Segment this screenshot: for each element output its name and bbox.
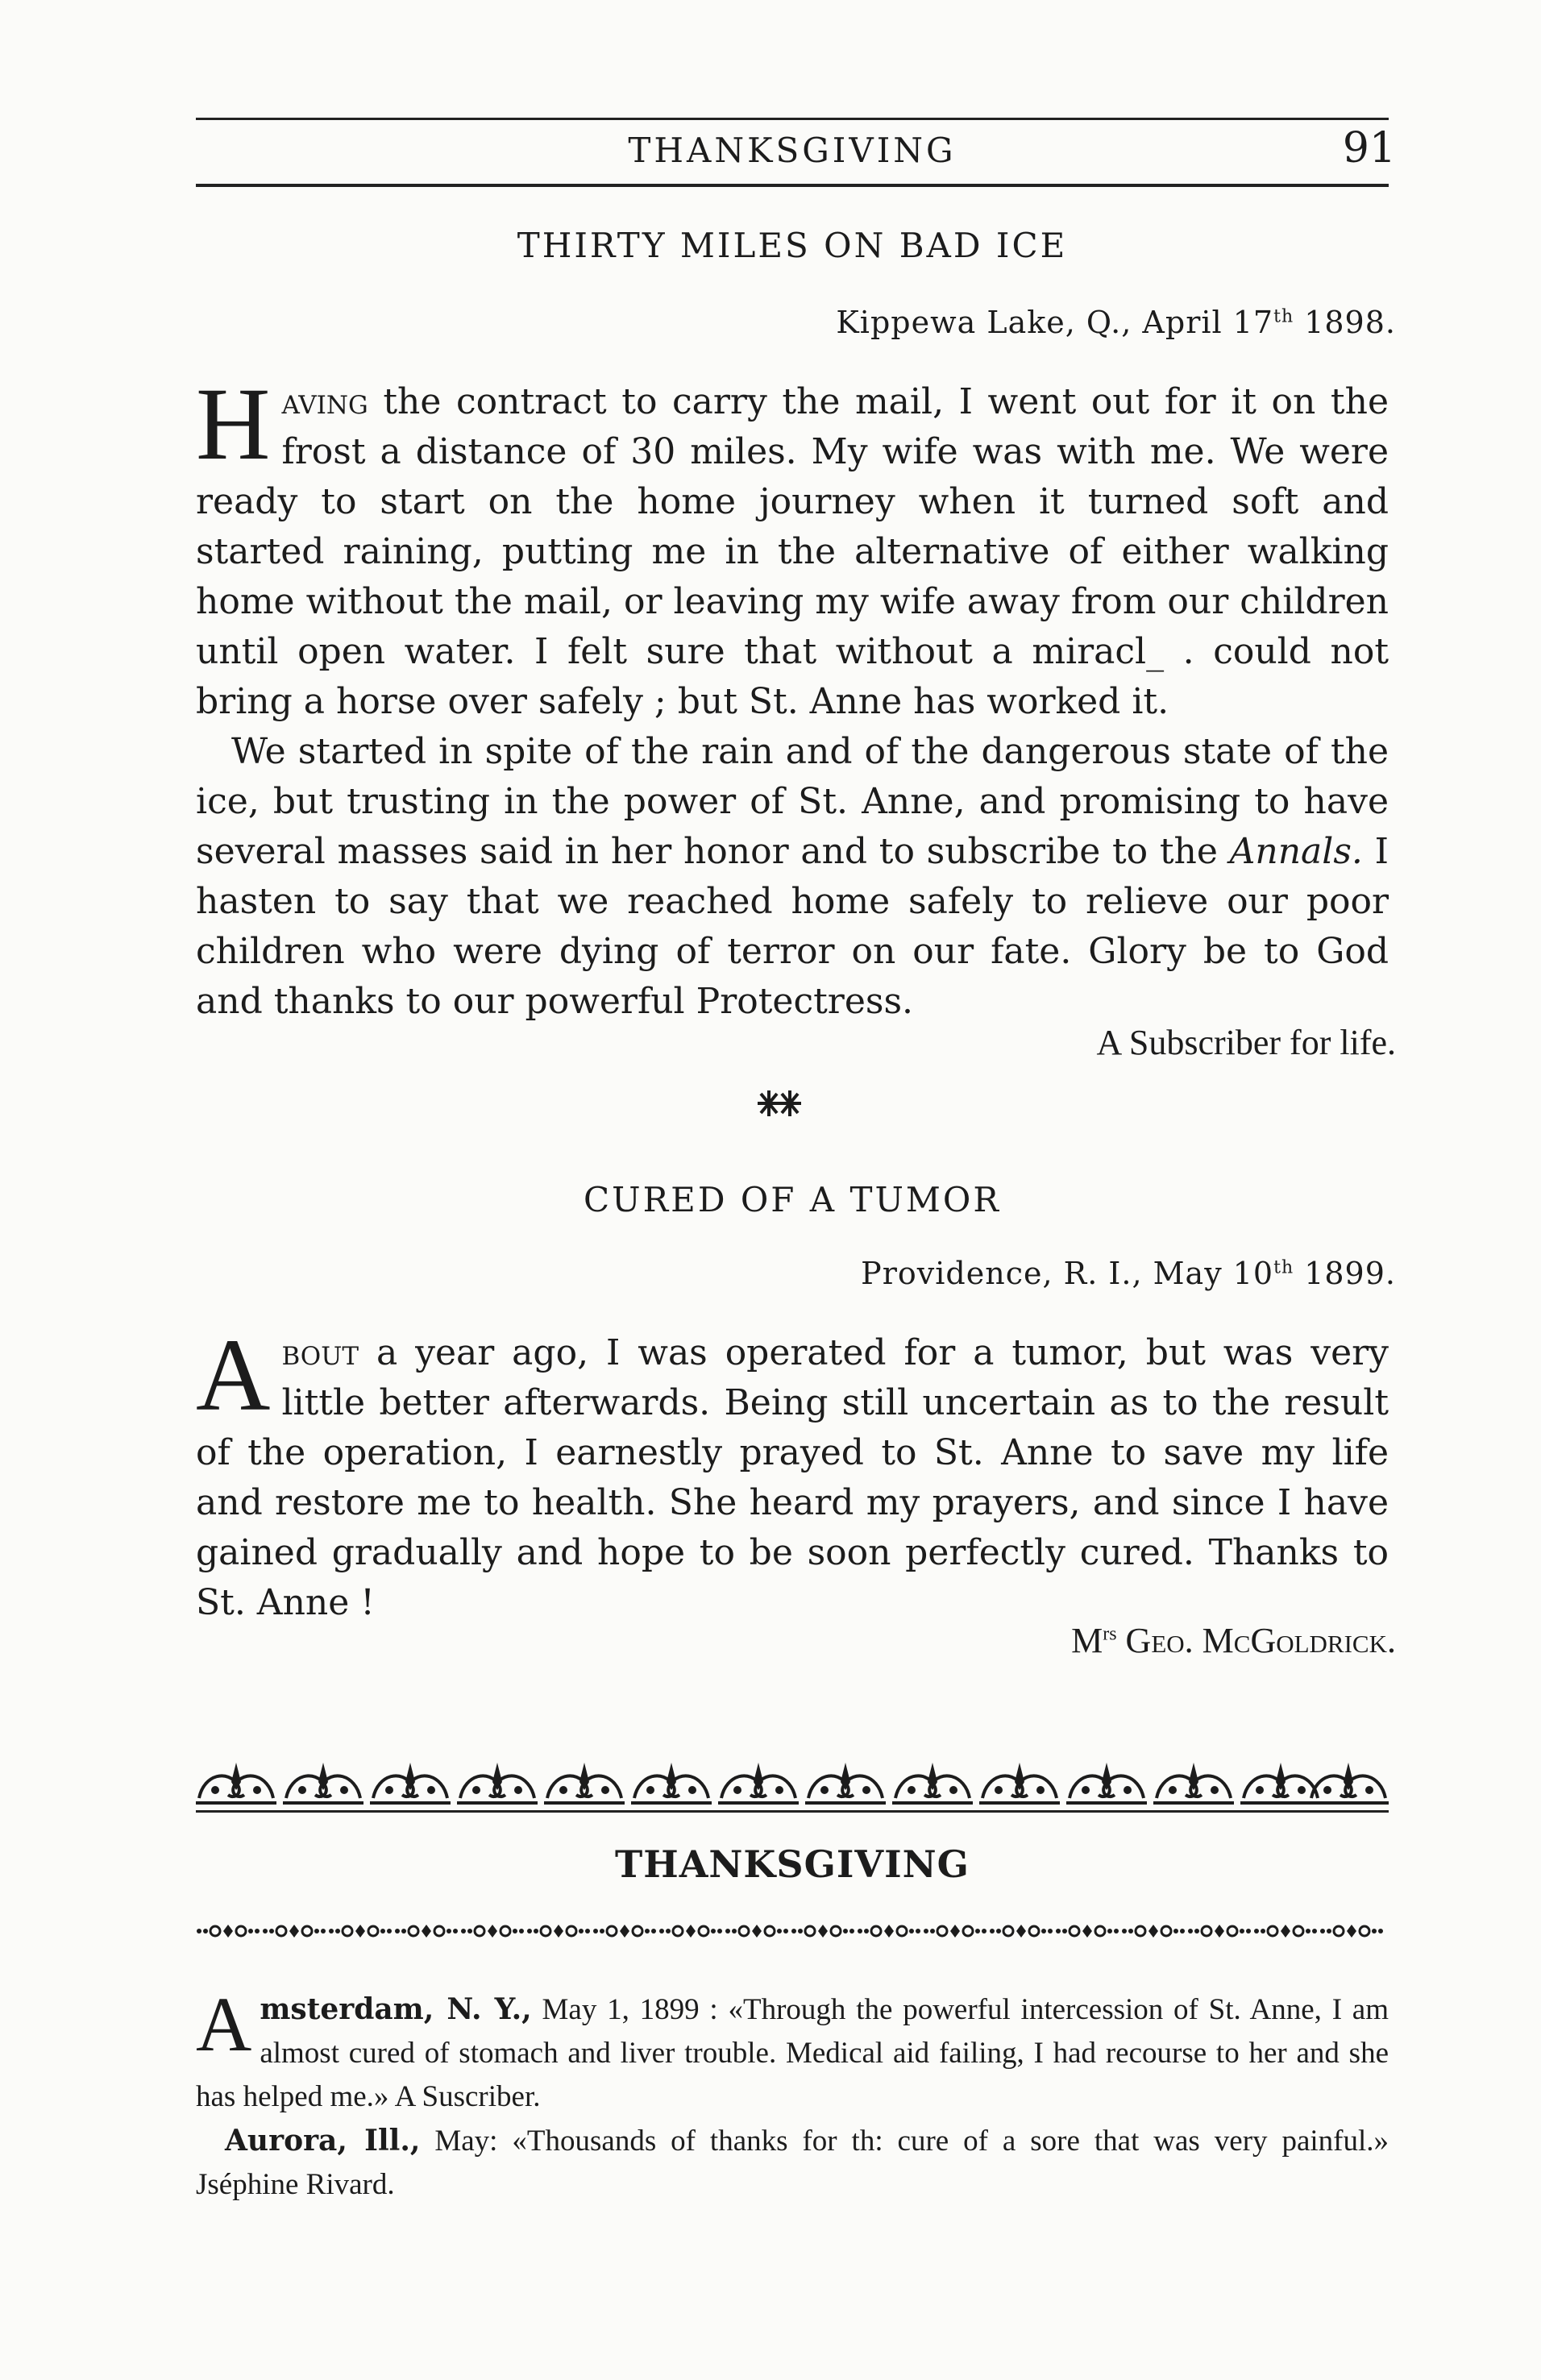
paragraph-text: a year ago, I was operated for a tumor, but was very little better afterwards. Being still uncertain as to the result of the operation, I earnestly prayed to St. Anne to save my life and restore me to health. She heard my prayers, and since I have gained gradually and hope to be soon perfectly cured. Thanks to St. Anne ! bbox=[196, 1332, 1389, 1623]
dateline-year: 1899. bbox=[1294, 1256, 1396, 1291]
floral-ornament-band-icon bbox=[196, 1758, 1389, 1808]
article-title-thirty-miles: THIRTY MILES ON BAD ICE bbox=[517, 226, 1068, 265]
article1-body bbox=[196, 367, 1389, 1027]
running-header-title: THANKSGIVING bbox=[628, 131, 957, 170]
drop-cap-a-small: A bbox=[196, 1981, 252, 2067]
dateline-text: Kippewa Lake, Q., April 17 bbox=[836, 305, 1274, 340]
signature-title-sup: rs bbox=[1103, 1623, 1117, 1645]
article1-paragraph-1 bbox=[196, 367, 1389, 727]
page-number: 91 bbox=[1342, 124, 1396, 172]
section-title-thanksgiving: THANKSGIVING bbox=[615, 1842, 970, 1886]
header-bottom-rule bbox=[196, 184, 1389, 187]
asterism-ornament-icon bbox=[758, 1087, 803, 1119]
entry-aurora bbox=[196, 2119, 1389, 2207]
dateline-ordinal: th bbox=[1273, 306, 1294, 327]
dateline-kippewa bbox=[836, 305, 1396, 340]
paragraph-text: We started in spite of the rain and of the dangerous state of the ice, but trusting in the power of St. Anne, and promising to have several masses said in her honor and to subscribe to the bbox=[196, 731, 1389, 872]
paragraph-text: the contract to carry the mail, I went out for it on the frost a distance of 30 miles. My wife was with me. We were ready to start on the home journey when it turned soft and started raining, putting me in the alternative of either walking home without the mail, or leaving my wife away from our children until open water. I felt sure that without a miracl_ . could not bring a horse over safely ; but St. Anne has worked it. bbox=[196, 381, 1389, 722]
annals-title: Annals. bbox=[1229, 831, 1363, 872]
signature-mcgoldrick bbox=[1071, 1620, 1396, 1661]
thanksgiving-entries bbox=[196, 1981, 1389, 2207]
entry-text: May 1, 1899 : «Through the powerful intercession of St. Anne, I am almost cured of stomach and liver trouble. Medical aid failing, I had recourse to her and she has helped me.» A Suscriber. bbox=[196, 1993, 1389, 2113]
article1-paragraph-2 bbox=[196, 727, 1389, 1027]
signature-title: M bbox=[1071, 1621, 1103, 1660]
dateline-providence bbox=[861, 1256, 1396, 1291]
lead-word: aving bbox=[281, 381, 368, 422]
drop-cap-a: A bbox=[196, 1318, 271, 1432]
ornament-underline bbox=[196, 1810, 1389, 1813]
dotted-diamond-divider-icon bbox=[196, 1923, 1389, 1939]
drop-cap-h: H bbox=[196, 367, 271, 481]
article2-body bbox=[196, 1318, 1389, 1628]
dateline-ordinal: th bbox=[1273, 1257, 1294, 1278]
entry-place: msterdam, N. Y., bbox=[260, 1992, 532, 2026]
lead-word: bout bbox=[281, 1332, 359, 1373]
dateline-text: Providence, R. I., May 10 bbox=[861, 1256, 1274, 1291]
entry-amsterdam bbox=[196, 1981, 1389, 2119]
entry-text: May: «Thousands of thanks for th: cure of a sore that was very painful.» Jséphine Rivard. bbox=[196, 2125, 1389, 2201]
dateline-year: 1898. bbox=[1294, 305, 1396, 340]
signature-name: Geo. McGoldrick. bbox=[1116, 1621, 1396, 1660]
article-title-cured-tumor: CURED OF A TUMOR bbox=[584, 1180, 1001, 1219]
paragraph-text: I hasten to say that we reached home safely to relieve our poor children who were dying of terror on our fate. Glory be to God and thanks to our powerful Protectress. bbox=[196, 831, 1389, 1022]
signature-subscriber: A Subscriber for life. bbox=[1096, 1023, 1396, 1062]
article2-paragraph-1 bbox=[196, 1318, 1389, 1628]
header-top-rule bbox=[196, 118, 1389, 120]
entry-place: Aurora, Ill., bbox=[225, 2124, 421, 2158]
